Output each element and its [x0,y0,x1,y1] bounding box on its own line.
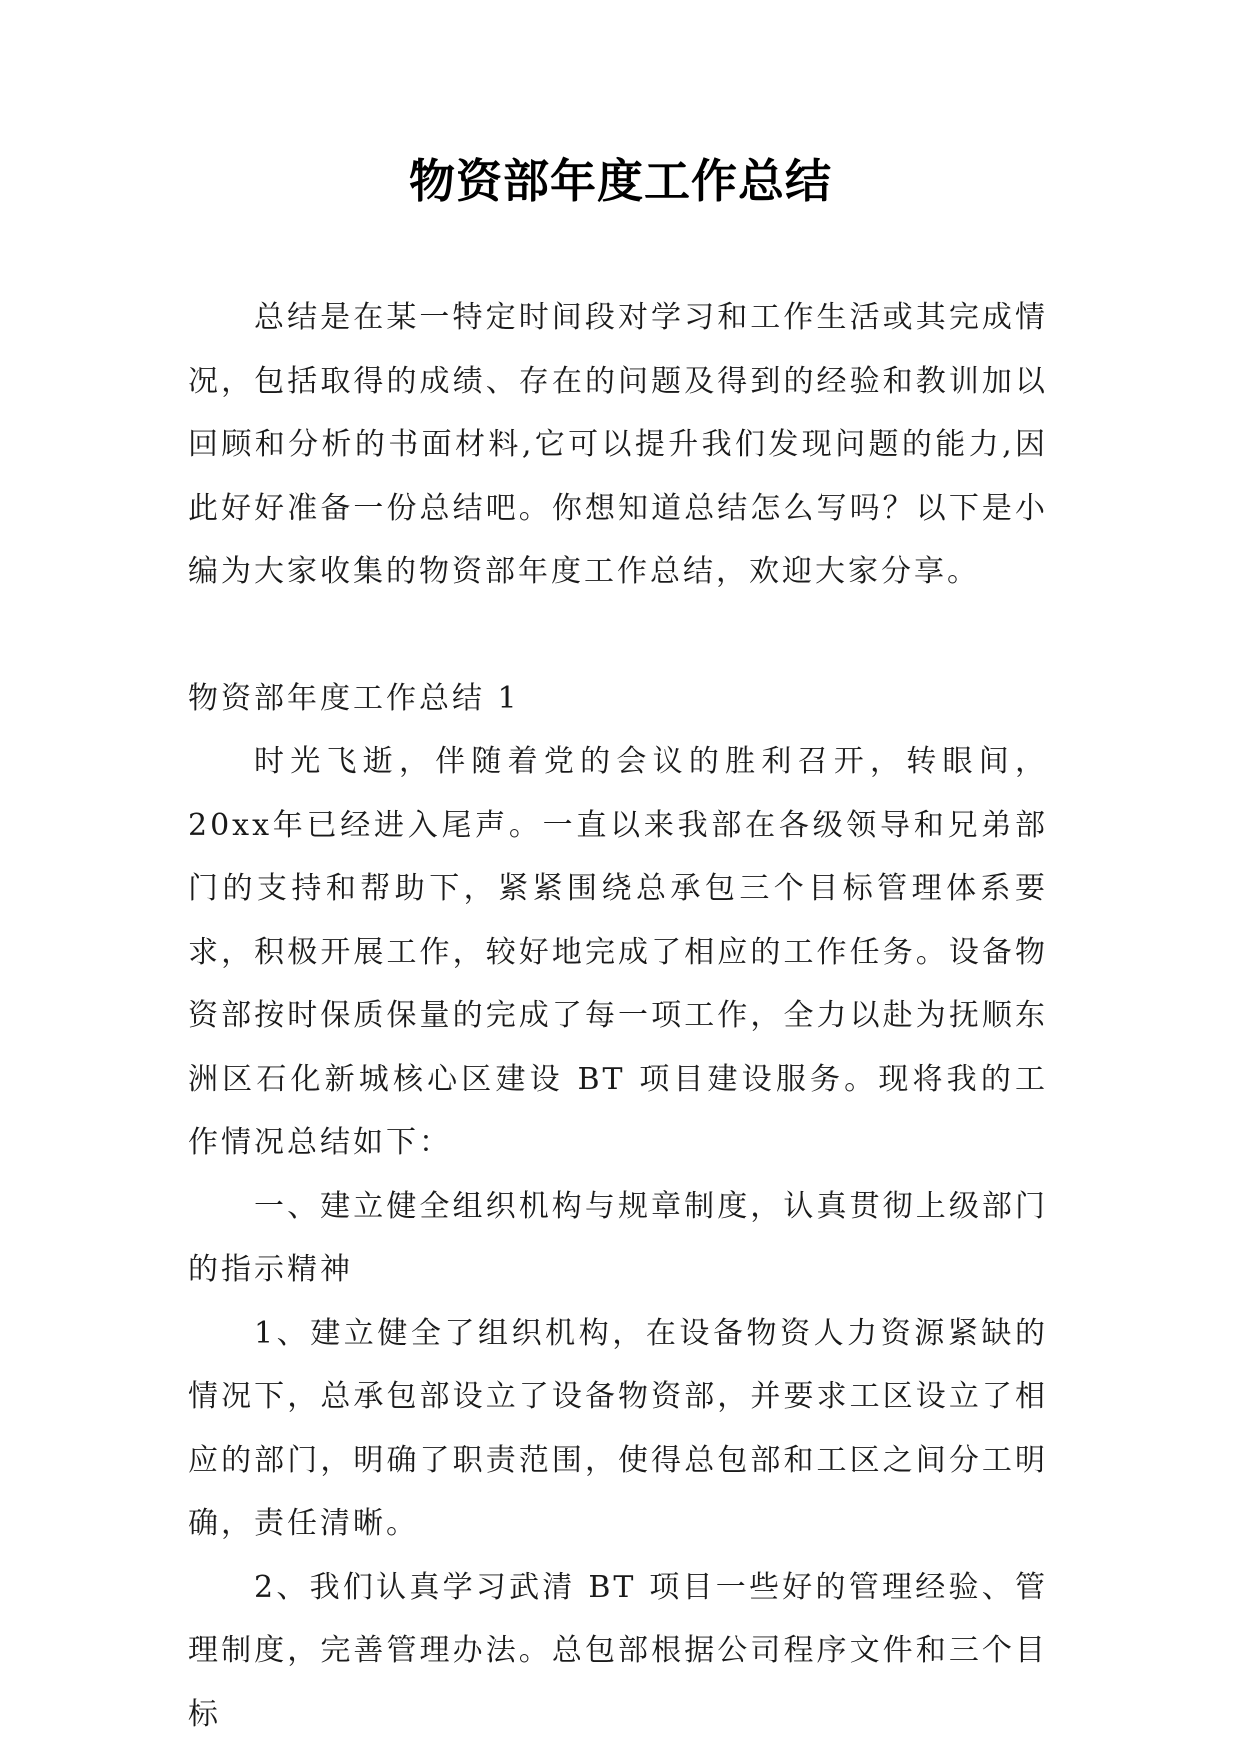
body-paragraph: 一、建立健全组织机构与规章制度，认真贯彻上级部门的指示精神 [188,1188,1048,1287]
document-title: 物资部年度工作总结 [409,154,832,208]
document-body [188,286,1048,1746]
intro-paragraph: 总结是在某一特定时间段对学习和工作生活或其完成情况，包括取得的成绩、存在的问题及得到的经验和教训加以回顾和分析的书面材料,它可以提升我们发现问题的能力,因此好好准备一份总结吧。你想知道总结怎么写吗？以下是小编为大家收集的物资部年度工作总结，欢迎大家分享。 [188,300,1048,589]
body-paragraph: 2、我们认真学习武清 BT 项目一些好的管理经验、管理制度，完善管理办法。总包部根据公司程序文件和三个目标 [188,1569,1048,1732]
body-paragraph: 1、建立健全了组织机构，在设备物资人力资源紧缺的情况下，总承包部设立了设备物资部，并要求工区设立了相应的部门，明确了职责范围，使得总包部和工区之间分工明确，责任清晰。 [188,1315,1048,1541]
section-heading: 物资部年度工作总结 1 [188,680,520,716]
body-paragraph: 时光飞逝，伴随着党的会议的胜利召开，转眼间，20xx年已经进入尾声。一直以来我部在各级领导和兄弟部门的支持和帮助下，紧紧围绕总承包三个目标管理体系要求，积极开展工作，较好地完成了相应的工作任务。设备物资部按时保质保量的完成了每一项工作，全力以赴为抚顺东洲区石化新城核心区建设 BT 项目建设服务。现将我的工作情况总结如下： [188,744,1048,1160]
